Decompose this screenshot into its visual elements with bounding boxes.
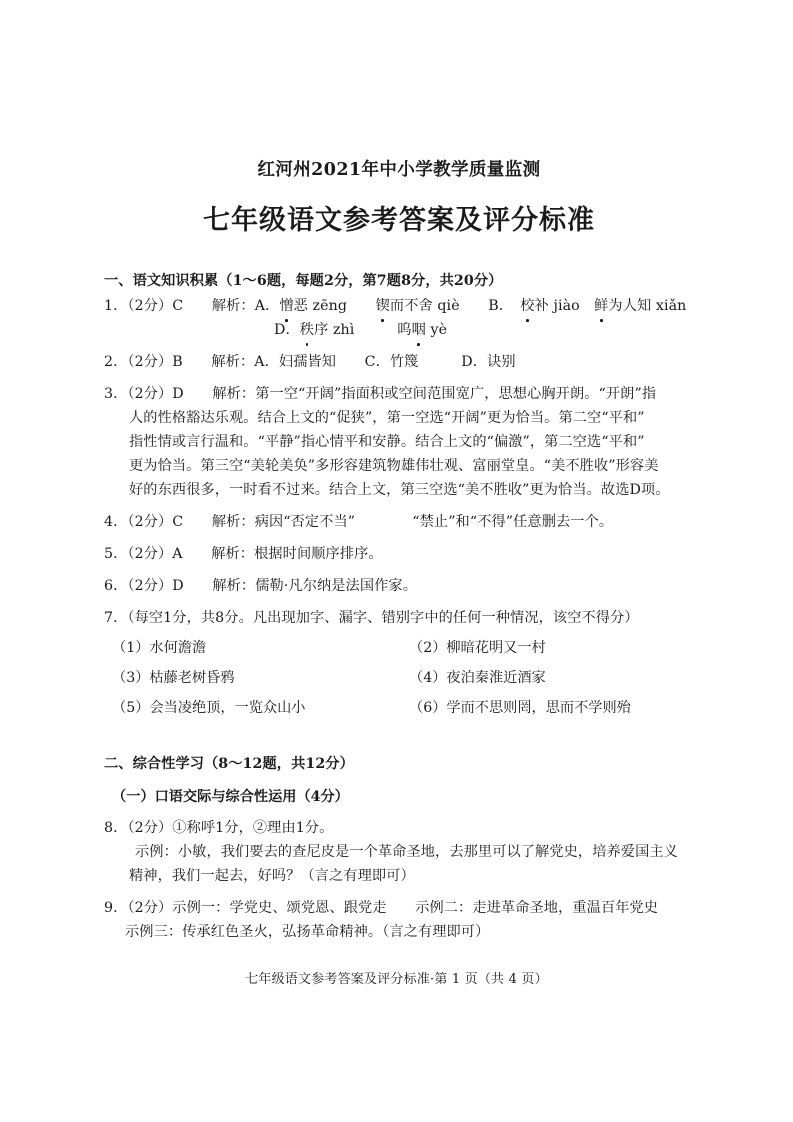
- q1-emphasis-char-4: 鲜: [594, 295, 608, 318]
- q1-emphasis-char-3: 校: [520, 295, 534, 318]
- answer-item-7-heading: 7．（每空1分，共8分。凡出现加字、漏字、错别字中的任何一种情况，该空不得分）: [104, 609, 639, 626]
- answer-item-7-row: [104, 697, 694, 720]
- answer-item-7-row: [104, 637, 694, 660]
- answer-item-7-left: （5）会当凌绝顶，一览众山小: [112, 699, 306, 716]
- q1-lead: 1．（2分）C 解析：A．: [104, 297, 280, 314]
- q1-line2-lead: D．: [274, 321, 300, 338]
- answer-item-6: 6．（2分）D 解析：儒勒·凡尔纳是法国作家。: [104, 577, 417, 594]
- answer-item-9: 9．（2分）示例一：学党史、颂党恩、跟党走 示例二：走进革命圣地，重温百年党史: [104, 900, 659, 917]
- q1-text-1: 恶 zēng: [293, 297, 376, 314]
- q1-text-3: 补 jiào: [534, 297, 595, 314]
- page-content: [104, 0, 694, 944]
- answer-item-2: 2．（2分）B 解析：A．妇孺皆知 C．竹篾 D．诀别: [104, 353, 516, 370]
- section-two-subheading: （一）口语交际与综合性运用（4分）: [112, 788, 349, 805]
- q1-line2-text-1: 序 zhì 呜: [314, 321, 412, 338]
- answer-item-3-line-5: 好的东西很多，一时看不过来。结合上文，第三空选“美不胜收”更为恰当。故选D项。: [129, 481, 670, 498]
- q1-line2-emphasis-char-2: 咽: [412, 319, 426, 342]
- answer-item-7-left: （1）水何澹澹: [112, 639, 207, 656]
- answer-item-3-line-2: 人的性格豁达乐观。结合上文的“促狭”，第一空选“开阔”更为恰当。第二空“平和”: [129, 409, 645, 426]
- q1-text-2: 而不舍 qiè B．: [389, 297, 521, 314]
- document-title-sub: 七年级语文参考答案及评分标准: [203, 205, 595, 236]
- answer-item-3: 3．（2分）D 解析：第一空“开阔”指面积或空间范围宽广，思想心胸开朗。“开朗”指: [104, 385, 657, 402]
- q1-emphasis-char-2: 锲: [376, 295, 390, 318]
- answer-item-7-left: （3）枯藤老树昏鸦: [112, 669, 235, 686]
- answer-item-8-example-line-2: 精神，我们一起去，好吗？（言之有理即可）: [129, 868, 415, 885]
- document-title-main: 红河州2021年中小学教学质量监测: [257, 160, 541, 180]
- answer-item-4: 4．（2分）C 解析：病因“否定不当” “禁止”和“不得”任意删去一个。: [104, 513, 614, 530]
- answer-item-5: 5．（2分）A 解析：根据时间顺序排序。: [104, 545, 383, 562]
- answer-item-3-line-3: 指性情或言行温和。“平静”指心情平和安静。结合上文的“偏激”，第二空选“平和”: [129, 433, 645, 450]
- q1-line2-emphasis-char-1: 秩: [300, 319, 314, 342]
- q1-text-4: 为人知 xiǎn: [608, 297, 687, 314]
- answer-item-1: [104, 295, 694, 318]
- section-two-heading: 二、综合性学习（8～12题，共12分）: [104, 755, 354, 772]
- q1-line2-text-2: yè: [425, 321, 448, 338]
- answer-item-3-line-4: 更为恰当。第三空“美轮美奂”多形容建筑物雄伟壮观、富丽堂皇。“美不胜收”形容美: [129, 457, 659, 474]
- answer-item-9-line-2: 示例三：传承红色圣火，弘扬革命精神。（言之有理即可）: [125, 924, 490, 941]
- answer-item-8: 8．（2分）①称呼1分，②理由1分。: [104, 820, 334, 837]
- page-footer: 七年级语文参考答案及评分标准·第 1 页（共 4 页）: [245, 972, 548, 987]
- answer-item-8-example-line-1: 示例：小敏，我们要去的查尼皮是一个革命圣地，去那里可以了解党史，培养爱国主义: [135, 844, 678, 861]
- answer-item-7-row: [104, 667, 694, 690]
- q1-emphasis-char-1: 憎: [279, 295, 293, 318]
- answer-item-7-right: （6）学而不思则罔，思而不学则殆: [409, 699, 631, 716]
- answer-item-7-right: （4）夜泊秦淮近酒家: [409, 669, 546, 686]
- answer-item-7-right: （2）柳暗花明又一村: [409, 639, 546, 656]
- answer-item-1-line-2: [104, 319, 694, 342]
- section-one-heading: 一、语文知识积累（1～6题，每题2分，第7题8分，共20分）: [104, 273, 503, 290]
